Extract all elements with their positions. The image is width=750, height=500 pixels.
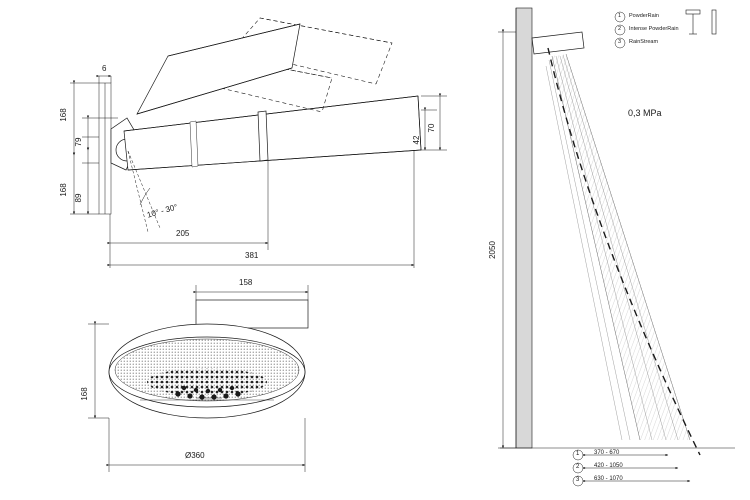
legend-marker-1: 1 (618, 13, 622, 19)
angle-range-label: 10° - 30° (146, 202, 179, 220)
dim-168-top: 168 (59, 108, 68, 122)
reach-value-1: 370 - 670 (594, 450, 620, 456)
dim-381: 381 (245, 251, 259, 260)
dim-42: 42 (412, 135, 421, 145)
legend-marker-3: 3 (618, 39, 622, 45)
pressure-label: 0,3 MPa (628, 108, 662, 118)
dim-89: 89 (74, 193, 83, 203)
legend-label-1: PowderRain (629, 13, 659, 19)
dim-2050: 2050 (488, 241, 497, 259)
reach-value-3: 630 - 1070 (594, 476, 623, 482)
dim-158: 158 (239, 278, 253, 287)
dim-168-mid: 168 (59, 183, 68, 197)
dim-168-bottom: 168 (80, 387, 89, 401)
dim-79: 79 (74, 137, 83, 147)
dim-205: 205 (176, 229, 190, 238)
dim-diameter-360: Ø360 (185, 451, 205, 460)
legend-label-3: RainStream (629, 39, 659, 45)
reach-value-2: 420 - 1050 (594, 463, 623, 469)
reach-marker-2: 2 (576, 464, 580, 470)
dim-6: 6 (102, 64, 107, 73)
legend-marker-2: 2 (618, 26, 622, 32)
dim-70: 70 (427, 123, 436, 133)
reach-marker-1: 1 (576, 451, 580, 457)
legend-label-2: Intense PowderRain (629, 26, 679, 32)
reach-marker-3: 3 (576, 477, 580, 483)
